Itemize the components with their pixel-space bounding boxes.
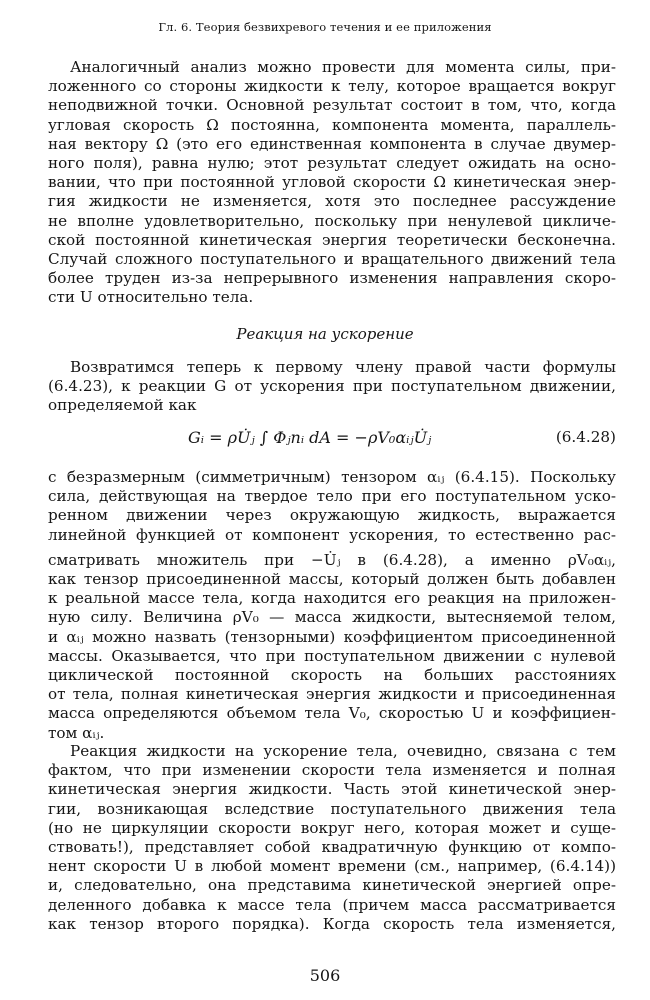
text-line: с безразмерным (симметричным) тензором αᵢⱼ (6.4.15). Поскольку: [48, 468, 616, 486]
text-line: гии, возникающая вследствие поступательного движения тела: [48, 799, 616, 818]
text-line: деленного добавка к массе тела (причем масса рассматривается: [48, 895, 616, 914]
paragraph-acceleration-intro: [48, 358, 616, 416]
text-line: угловая скорость Ω постоянна, компонента момента, параллель-: [48, 115, 616, 134]
text-line: циклической постоянной скорость на больших расстояниях: [48, 666, 616, 685]
text-line: от тела, полная кинетическая энергия жидкости и присоединенная: [48, 685, 616, 704]
paragraph-moment-analysis: [48, 58, 616, 308]
text-line: Случай сложного поступательного и вращательного движений тела: [48, 250, 616, 269]
text-line: сти U относительно тела.: [48, 288, 254, 307]
paragraph-kinetic-energy: [48, 742, 616, 934]
text-line: Возвратимся теперь к первому члену правой части формулы: [70, 358, 616, 376]
paragraph-added-mass: [48, 468, 616, 743]
text-line: гия жидкости не изменяется, хотя это последнее рассуждение: [48, 192, 616, 211]
text-line: том αᵢⱼ.: [48, 723, 105, 742]
page-number: 506: [309, 966, 341, 985]
text-line: неподвижной точки. Основной результат состоит в том, что, когда: [48, 96, 616, 115]
equation-body: Gᵢ = ρU̇ⱼ ∫ Φⱼnᵢ dA = −ρV₀αᵢⱼU̇ⱼ: [188, 428, 432, 447]
text-line: линейной функцией от компонент ускорения, то естественно рас-: [48, 525, 616, 544]
text-line: сила, действующая на твердое тело при его поступательном уско-: [48, 487, 616, 506]
text-line: более труден из-за непрерывного изменения направления скоро-: [48, 269, 616, 288]
text-line: не вполне удовлетворительно, поскольку при ненулевой цикличе-: [48, 211, 616, 230]
text-line: как тензор второго порядка). Когда скорость тела изменяется,: [48, 914, 616, 933]
text-line: ренном движении через окружающую жидкость, выражается: [48, 506, 616, 525]
text-line: ложенного со стороны жидкости к телу, которое вращается вокруг: [48, 77, 616, 96]
text-line: (6.4.23), к реакции G от ускорения при поступательном движении,: [48, 377, 616, 396]
text-line: (но не циркуляции скорости вокруг него, которая может и суще-: [48, 818, 616, 837]
text-line: определяемой как: [48, 396, 197, 415]
text-line: масса определяются объемом тела V₀, скоростью U и коэффициен-: [48, 704, 616, 723]
text-line: сматривать множитель при −U̇ⱼ в (6.4.28), а именно ρV₀αᵢⱼ,: [48, 550, 616, 569]
text-line: ную силу. Величина ρV₀ — масса жидкости, вытесняемой телом,: [48, 608, 616, 627]
text-line: нент скорости U в любой момент времени (см., например, (6.4.14)): [48, 857, 616, 876]
text-line: и, следовательно, она представима кинетической энергией опре-: [48, 876, 616, 895]
text-line: как тензор присоединенной массы, который должен быть добавлен: [48, 570, 616, 589]
text-line: ного поля), равна нулю; этот результат следует ожидать на осно-: [48, 154, 616, 173]
text-line: и αᵢⱼ можно назвать (тензорными) коэффициентом присоединенной: [48, 627, 616, 646]
equation-number: (6.4.28): [555, 428, 616, 446]
text-line: массы. Оказывается, что при поступательном движении с нулевой: [48, 646, 616, 665]
text-line: Реакция жидкости на ускорение тела, очевидно, связана с тем: [70, 742, 616, 760]
equation-6-4-28: [48, 426, 616, 456]
text-line: к реальной массе тела, когда находится его реакция на приложен-: [48, 589, 616, 608]
text-line: ная вектору Ω (это его единственная компонента в случае двумер-: [48, 134, 616, 153]
running-head: Гл. 6. Теория безвихревого течения и ее приложения: [158, 20, 492, 34]
section-title: Реакция на ускорение: [236, 325, 414, 343]
text-line: кинетическая энергия жидкости. Часть этой кинетической энер-: [48, 780, 616, 799]
text-line: фактом, что при изменении скорости тела изменяется и полная: [48, 761, 616, 780]
text-line: ской постоянной кинетическая энергия теоретически бесконечна.: [48, 230, 616, 249]
text-line: вании, что при постоянной угловой скорости Ω кинетическая энер-: [48, 173, 616, 192]
text-line: Аналогичный анализ можно провести для момента силы, при-: [70, 58, 616, 76]
text-line: ствовать!), представляет собой квадратичную функцию от компо-: [48, 838, 616, 857]
